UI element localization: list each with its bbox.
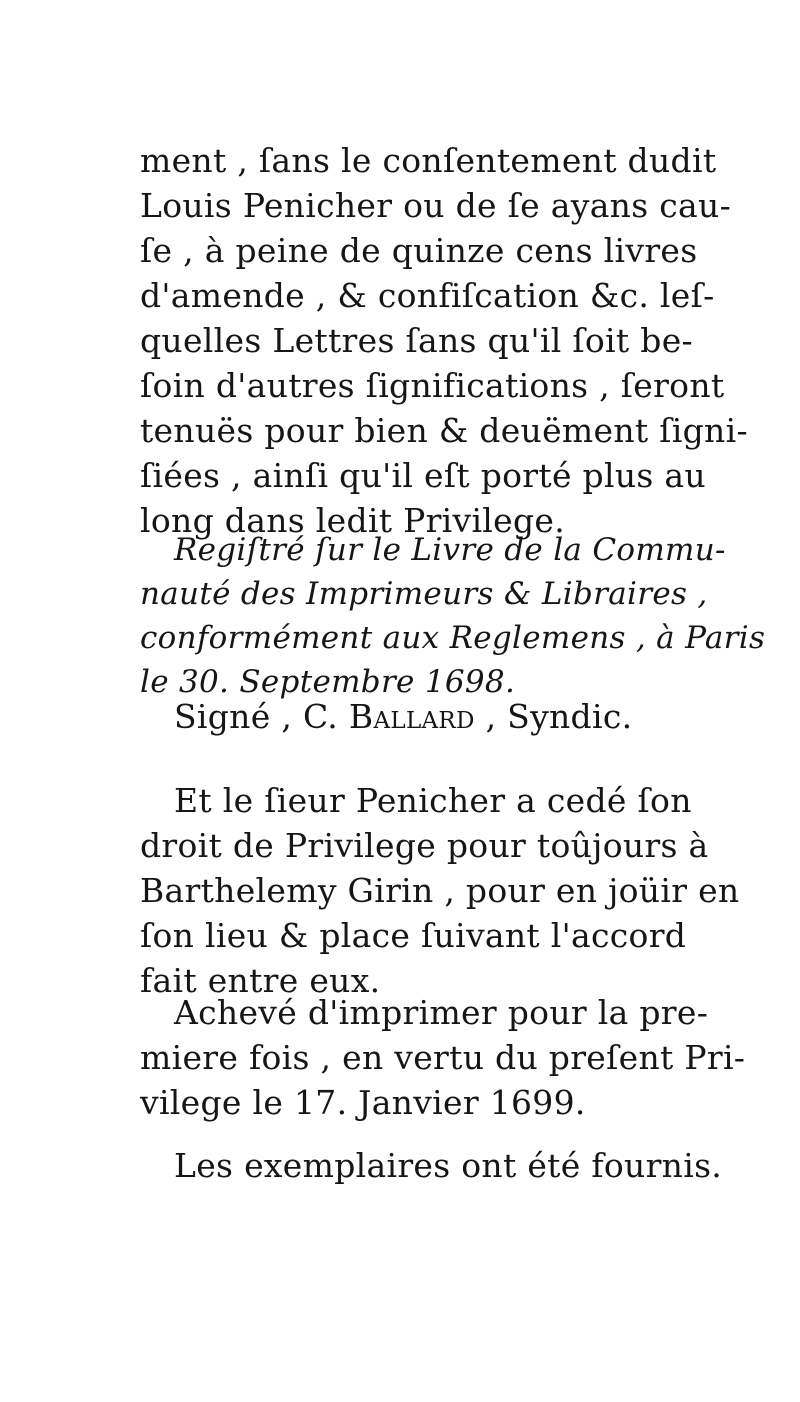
text-line: Les exemplaires ont été fournis. — [174, 1146, 723, 1185]
text-line: miere fois , en vertu du preſent Pri- — [140, 1038, 746, 1077]
signature-suffix: , Syndic. — [485, 697, 633, 736]
text-line: nauté des Imprimeurs & Libraires , — [140, 576, 708, 612]
registration-paragraph — [140, 528, 766, 704]
signature-prefix: Signé , C. — [174, 697, 339, 736]
text-line: Et le ſieur Penicher a cedé ſon — [174, 781, 692, 820]
text-line: droit de Privilege pour toûjours à — [140, 826, 709, 865]
privilege-paragraph — [140, 138, 748, 543]
text-line: vilege le 17. Janvier 1699. — [140, 1083, 586, 1122]
text-line: tenuës pour bien & deuëment ſigni- — [140, 411, 748, 450]
text-line: long dans ledit Privilege. — [140, 501, 566, 540]
text-line: ment , ſans le conſentement dudit — [140, 141, 717, 180]
text-line: d'amende , & confiſcation &c. leſ- — [140, 276, 715, 315]
text-line: ſon lieu & place ſuivant l'accord — [140, 916, 687, 955]
text-line: Achevé d'imprimer pour la pre- — [174, 993, 709, 1032]
text-line: Regiſtré ſur le Livre de la Commu- — [174, 532, 726, 568]
printing-date-paragraph — [140, 990, 746, 1125]
text-line: quelles Lettres ſans qu'il ſoit be- — [140, 321, 693, 360]
text-line: ſoin d'autres ſignifications , ſeront — [140, 366, 725, 405]
signature-line — [140, 694, 680, 739]
text-line: conformément aux Reglemens , à Paris — [140, 620, 766, 656]
copies-paragraph — [140, 1143, 723, 1188]
transfer-paragraph — [140, 778, 740, 1003]
text-line: Louis Penicher ou de ſe ayans cau- — [140, 186, 732, 225]
text-line: le 30. Septembre 1698. — [140, 664, 516, 700]
signature-text — [140, 694, 680, 739]
signature-name: Ballard — [348, 697, 475, 736]
text-line: ſe , à peine de quinze cens livres — [140, 231, 698, 270]
text-line: fait entre eux. — [140, 961, 381, 1000]
text-line: Barthelemy Girin , pour en joüir en — [140, 871, 740, 910]
text-line: ſiées , ainſi qu'il eſt porté plus au — [140, 456, 706, 495]
